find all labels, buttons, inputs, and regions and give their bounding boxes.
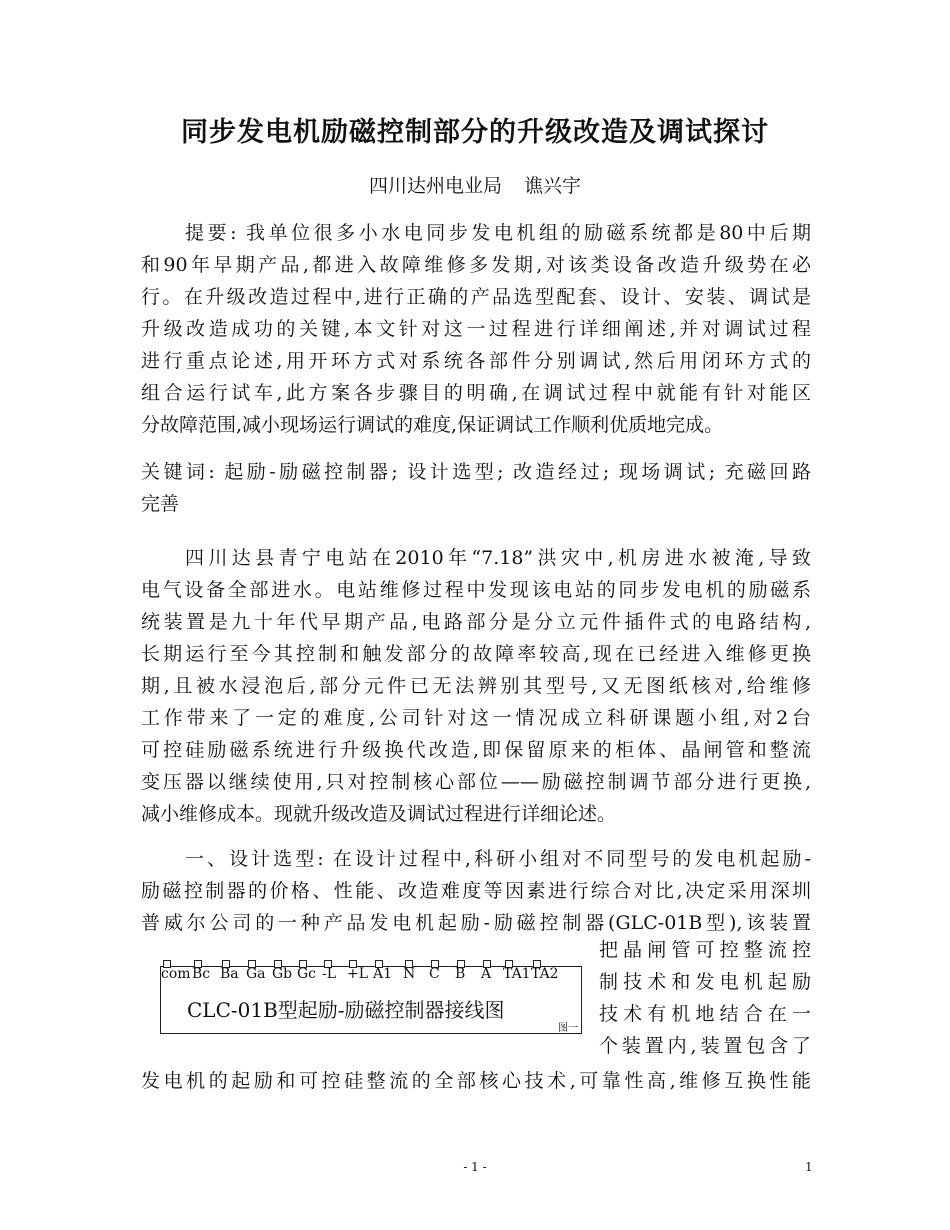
abstract-paragraph bbox=[141, 217, 811, 441]
abstract-line: 和90年早期产品,都进入故障维修多发期,对该类设备改造升级势在必 bbox=[141, 254, 811, 276]
intro-line: 减小维修成本。现就升级改造及调试过程进行详细论述。 bbox=[141, 803, 617, 825]
terminal-label: com bbox=[161, 966, 191, 982]
intro-paragraph bbox=[141, 542, 811, 830]
abstract-line: 升级改造成功的关键,本文针对这一过程进行详细阐述,并对调试过程 bbox=[141, 318, 811, 340]
terminal-label: Gc bbox=[297, 966, 317, 982]
intro-line: 可控硅励磁系统进行升级换代改造,即保留原来的柜体、晶闸管和整流 bbox=[141, 739, 811, 761]
terminal-label: N bbox=[403, 966, 416, 982]
abstract-line: 行。在升级改造过程中,进行正确的产品选型配套、设计、安装、调试是 bbox=[141, 286, 811, 308]
intro-line: 统装置是九十年代早期产品,电路部分是分立元件插件式的电路结构, bbox=[141, 611, 811, 633]
intro-line: 四川达县青宁电站在2010年“7.18”洪灾中,机房进水被淹,导致 bbox=[185, 547, 811, 569]
author-line bbox=[0, 171, 950, 198]
section1-line: 一、设计选型: 在设计过程中,科研小组对不同型号的发电机起励- bbox=[185, 848, 811, 870]
terminal-label: TA2 bbox=[531, 966, 559, 982]
side-line: 制技术和发电机起励 bbox=[599, 971, 811, 993]
section1-paragraph bbox=[141, 843, 811, 939]
intro-line: 变压器以继续使用,只对控制核心部位——励磁控制调节部分进行更换, bbox=[141, 771, 811, 793]
terminal-label: C bbox=[429, 966, 440, 982]
paper-title: 同步发电机励磁控制部分的升级改造及调试探讨 bbox=[181, 117, 769, 148]
terminal-label: Gb bbox=[272, 966, 293, 982]
page-number: 1 bbox=[805, 1160, 813, 1174]
terminal-label: Ga bbox=[246, 966, 266, 982]
intro-line: 长期运行至今其控制和触发部分的故障率较高,现在已经进入维修更换 bbox=[141, 643, 811, 665]
terminal-label: +L bbox=[347, 966, 369, 982]
terminal-label: A1 bbox=[373, 966, 393, 982]
terminal-label: -L bbox=[322, 966, 337, 982]
figure-side-text bbox=[599, 935, 811, 1063]
side-line: 技术有机地结合在一 bbox=[599, 1003, 811, 1025]
abstract-line: 提要: 我单位很多小水电同步发电机组的励磁系统都是80中后期 bbox=[185, 222, 811, 244]
intro-line: 工作带来了一定的难度,公司针对这一情况成立科研课题小组,对2台 bbox=[141, 707, 811, 729]
terminal-label: A bbox=[481, 966, 492, 982]
page-label: - 1 - bbox=[463, 1160, 487, 1174]
author-org: 四川达州电业局 bbox=[368, 175, 502, 197]
abstract-line: 进行重点论述,用开环方式对系统各部件分别调试,然后用闭环方式的 bbox=[141, 350, 811, 372]
wiring-diagram-figure bbox=[157, 960, 582, 1036]
section1-line: 励磁控制器的价格、性能、改造难度等因素进行综合对比,决定采用深圳 bbox=[141, 880, 811, 902]
section1-line: 普威尔公司的一种产品发电机起励-励磁控制器(GLC-01B型),该装置 bbox=[141, 912, 811, 934]
terminal-label: Ba bbox=[220, 966, 239, 982]
terminal-label: B bbox=[455, 966, 466, 982]
intro-line: 期,且被水浸泡后,部分元件已无法辨别其型号,又无图纸核对,给维修 bbox=[141, 675, 811, 697]
after-figure-paragraph bbox=[141, 1065, 811, 1097]
keywords-line: 完善 bbox=[141, 493, 180, 515]
side-line: 把晶闸管可控整流控 bbox=[599, 939, 811, 961]
keywords-line: 关键词: 起励-励磁控制器; 设计选型; 改造经过; 现场调试; 充磁回路 bbox=[141, 461, 811, 483]
keywords-paragraph bbox=[141, 456, 811, 520]
after-figure-line: 发电机的起励和可控硅整流的全部核心技术,可靠性高,维修互换性能 bbox=[141, 1070, 811, 1092]
figure-number: 图一 bbox=[558, 1023, 578, 1034]
terminal-label: Bc bbox=[192, 966, 211, 982]
terminal-label: TA1 bbox=[503, 966, 531, 982]
abstract-line: 分故障范围,减小现场运行调试的难度,保证调试工作顺利优质地完成。 bbox=[141, 414, 724, 436]
side-line: 个装置内,装置包含了 bbox=[599, 1035, 811, 1057]
abstract-line: 组合运行试车,此方案各步骤目的明确,在调试过程中就能有针对能区 bbox=[141, 382, 811, 404]
figure-caption: CLC-01B型起励-励磁控制器接线图 bbox=[187, 998, 505, 1022]
intro-line: 电气设备全部进水。电站维修过程中发现该电站的同步发电机的励磁系 bbox=[141, 579, 811, 601]
author-name: 谯兴宇 bbox=[524, 175, 582, 197]
